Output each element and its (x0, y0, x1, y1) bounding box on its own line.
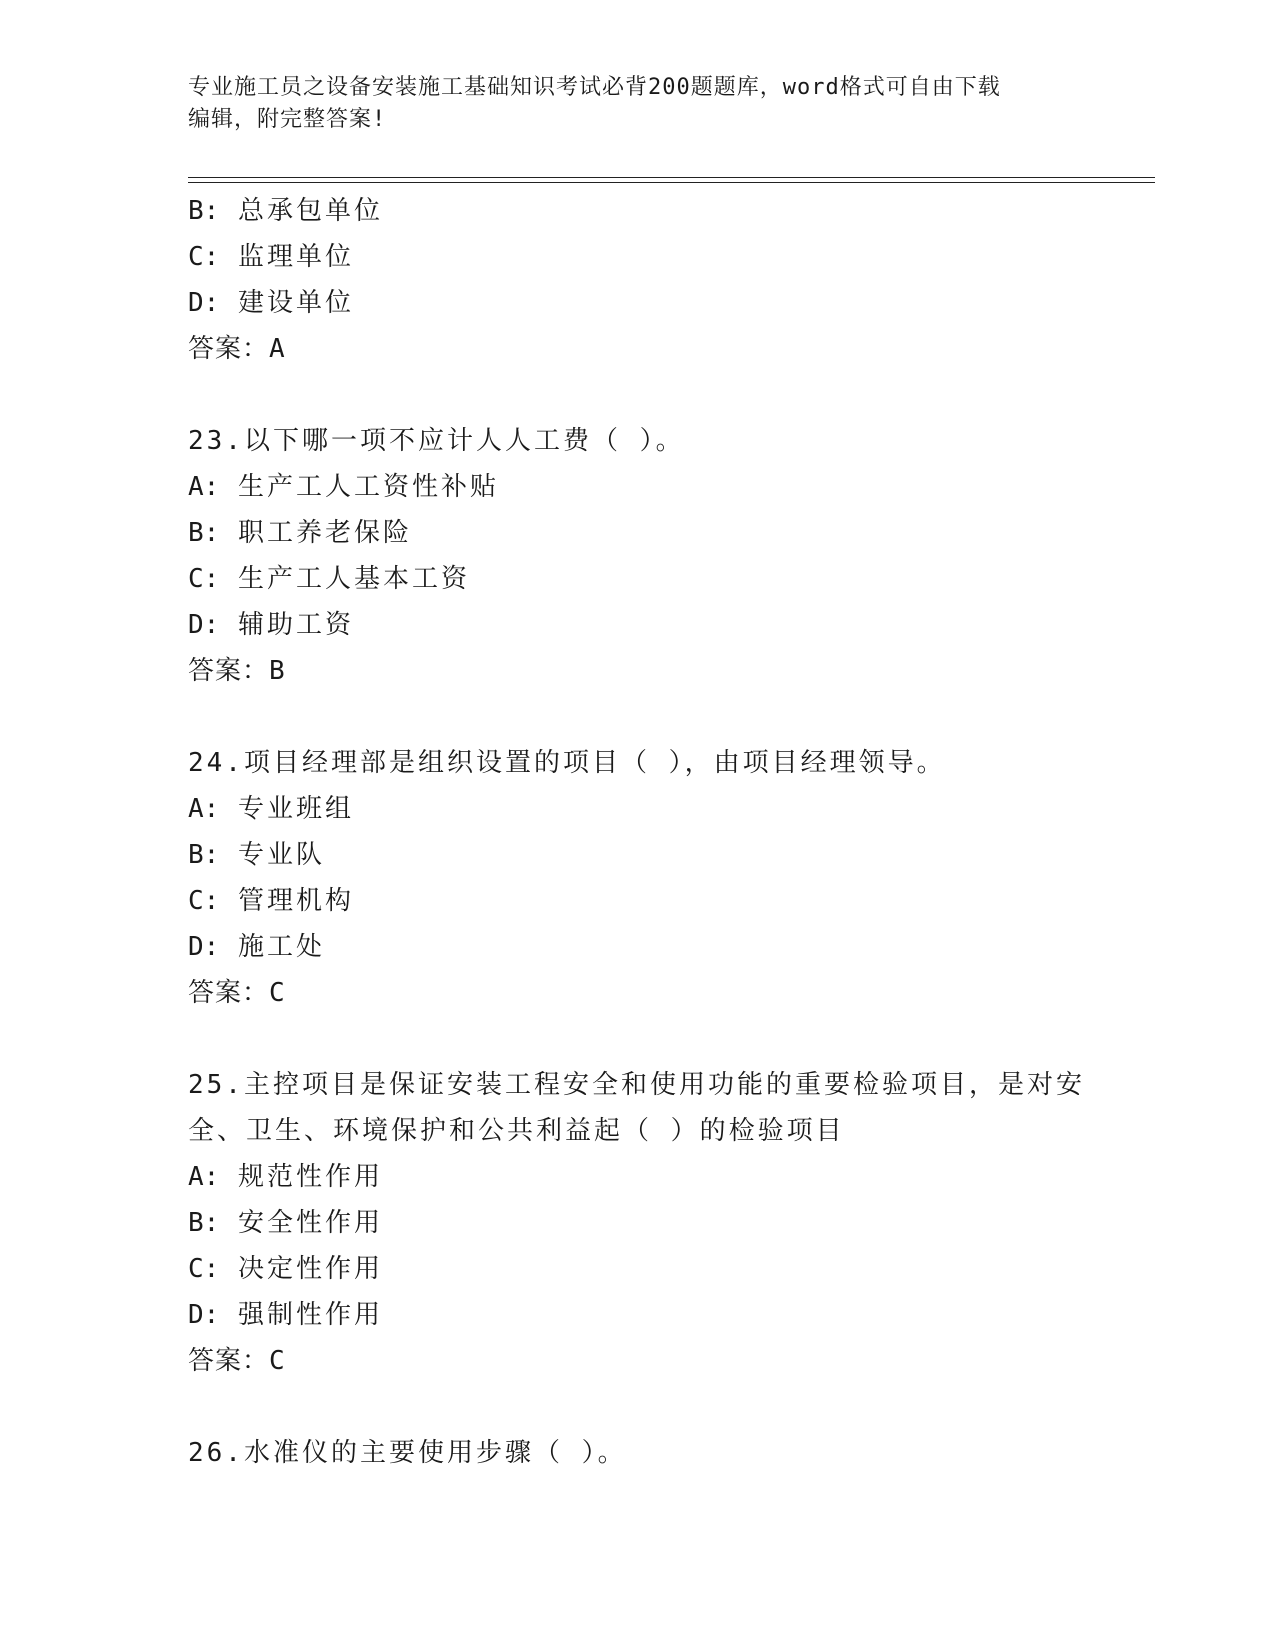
question-24 (188, 740, 1088, 1016)
question-23 (188, 418, 1088, 694)
option-text: 监理单位 (237, 242, 354, 272)
option-d (188, 924, 1088, 970)
header-rule-top (188, 177, 1155, 178)
header-line-1: 专业施工员之设备安装施工基础知识考试必背200题题库，word格式可自由下载 (188, 75, 1001, 100)
option-key: B: (188, 840, 220, 870)
option-key: B: (188, 196, 220, 226)
spacer (188, 1384, 1088, 1430)
option-c (188, 878, 1088, 924)
option-key: D: (188, 932, 220, 962)
option-text: 专业队 (237, 840, 325, 870)
option-key: A: (188, 472, 220, 502)
option-text: 规范性作用 (237, 1162, 383, 1192)
option-a (188, 464, 1088, 510)
option-text: 建设单位 (237, 288, 354, 318)
option-text: 辅助工资 (237, 610, 354, 640)
option-key: D: (188, 288, 220, 318)
question-stem: 26.水准仪的主要使用步骤（ ）。 (188, 1438, 627, 1468)
option-b (188, 832, 1088, 878)
question-stem: 24.项目经理部是组织设置的项目（ ），由项目经理领导。 (188, 748, 946, 778)
option-a (188, 786, 1088, 832)
spacer (188, 694, 1088, 740)
question-list (188, 188, 1088, 1476)
option-d (188, 280, 1088, 326)
option-key: B: (188, 518, 220, 548)
answer-line: 答案：C (188, 1346, 286, 1376)
option-c (188, 234, 1088, 280)
document-header (188, 72, 1088, 136)
header-rule-bottom (188, 182, 1155, 183)
option-c (188, 556, 1088, 602)
answer-line: 答案：B (188, 656, 286, 686)
header-line-2: 编辑，附完整答案! (188, 107, 387, 132)
question-25 (188, 1062, 1088, 1384)
option-b (188, 510, 1088, 556)
question-stem: 23.以下哪一项不应计人人工费（ ）。 (188, 426, 685, 456)
answer-line: 答案：A (188, 334, 286, 364)
option-text: 生产工人基本工资 (237, 564, 470, 594)
option-text: 施工处 (237, 932, 325, 962)
option-text: 职工养老保险 (237, 518, 412, 548)
option-key: A: (188, 1162, 220, 1192)
option-key: D: (188, 1300, 220, 1330)
option-key: D: (188, 610, 220, 640)
spacer (188, 372, 1088, 418)
option-text: 决定性作用 (237, 1254, 383, 1284)
question-stem: 25.主控项目是保证安装工程安全和使用功能的重要检验项目，是对安 (188, 1070, 1085, 1100)
option-text: 安全性作用 (237, 1208, 383, 1238)
option-a (188, 1154, 1088, 1200)
option-b (188, 188, 1088, 234)
spacer (188, 1016, 1088, 1062)
answer-line: 答案：C (188, 978, 286, 1008)
option-text: 管理机构 (237, 886, 354, 916)
option-d (188, 602, 1088, 648)
option-key: C: (188, 1254, 220, 1284)
option-key: C: (188, 564, 220, 594)
option-text: 生产工人工资性补贴 (237, 472, 499, 502)
option-key: A: (188, 794, 220, 824)
question-22-continuation (188, 188, 1088, 372)
option-c (188, 1246, 1088, 1292)
option-b (188, 1200, 1088, 1246)
question-stem-continued: 全、卫生、环境保护和公共利益起（ ）的检验项目 (188, 1116, 845, 1146)
option-text: 总承包单位 (237, 196, 383, 226)
option-key: C: (188, 242, 220, 272)
option-key: C: (188, 886, 220, 916)
option-text: 专业班组 (237, 794, 354, 824)
option-key: B: (188, 1208, 220, 1238)
option-d (188, 1292, 1088, 1338)
question-26 (188, 1430, 1088, 1476)
option-text: 强制性作用 (237, 1300, 383, 1330)
